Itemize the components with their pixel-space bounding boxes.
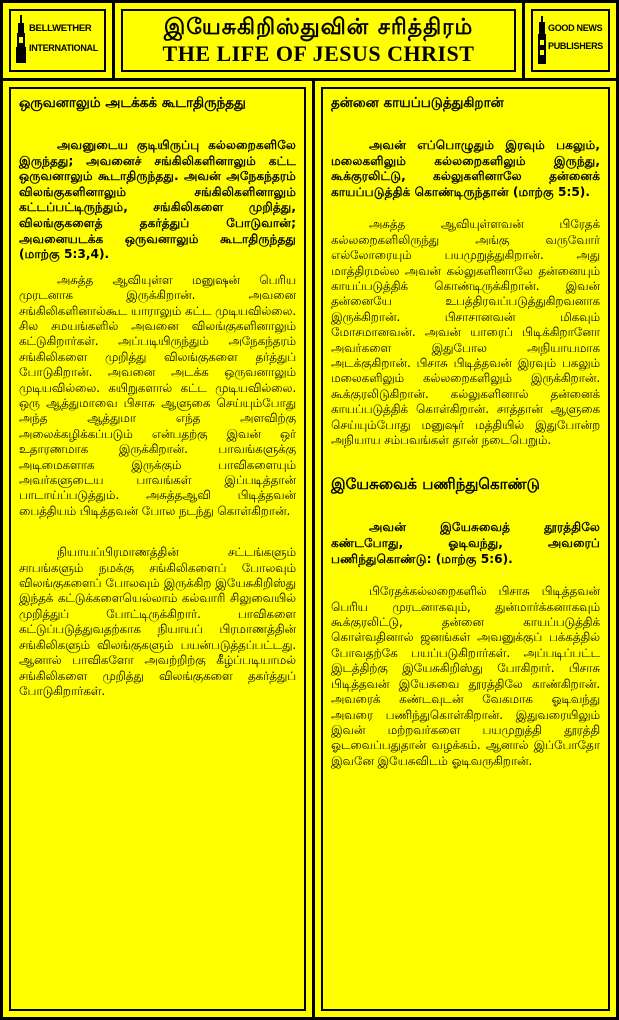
right-column <box>315 81 616 1017</box>
right-verse-2: அவன் இயேசுவைத் தூரத்திலே கண்டபோது, ஓடிவந்து, அவரைப் பணிந்துகொண்டு: (மாற்கு 5:6). <box>331 520 600 566</box>
title-english: THE LIFE OF JESUS CHRIST <box>162 41 475 66</box>
tower-icon <box>536 16 548 64</box>
bell-tower-icon <box>14 15 28 65</box>
header <box>3 3 616 78</box>
right-heading-2: இயேசுவைக் பணிந்துகொண்டு <box>331 475 540 494</box>
bellwether-logo <box>3 3 115 78</box>
left-paragraph-1: அசுத்த ஆவியுள்ள மனுஷன் பெரிய முரடனாக இருக்கிறான். அவனை சங்கிலிகளினால்கூட யாராலும் கட்ட முடியவில்லை. சில சமயங்களில் அவனை விலங்குகளினாலும் கட்டுகிறார்கள். அப்படியிருந்தும் அநேகந்தரம் சங்கிலிகளை முறித்து விலங்குகளை தர்த்துப் போடுகிறான். அவனை அடக்க ஒருவனாலும் முடியவில்லை. கயிறுகளால் கட்ட முடியவில்லை. ஒரு ஆத்துமாவை பிசாசு ஆளுகை செய்யும்போது அந்த ஆத்துமா எந்த அளவிற்கு அலைக்கழிக்கப்படும் என்பதற்கு இவன் ஒர் உதாரணமாக இருக்கிறான். பாவங்களுக்கு அடிமைகளாக இருக்கும் பாவிகளையும் அவர்களுடைய பாவங்கள் இப்படித்தான் பாடாய்ப்படுத்தும். அசுத்தஆவி பிடித்தவன் பைத்தியம் பிடித்தவன் போல நடந்து கொள்கிறான். <box>19 272 296 518</box>
right-paragraph-1: அசுத்த ஆவியுள்ளவன் பிரேதக் கல்லறைகளிலிருந்து அங்கு வருவோர் எல்லோரையும் பயமுறுத்துகிறான். அது மாத்திரமல்ல அவன் கல்லுகளினாலே தன்னையும் காயப்படுத்திக் கொண்டிருக்கிறான். இவன் தன்னையே உபத்திரவப்படுத்துகிறவனாக இருக்கிறான். பிசாசானவன் மிகவும் மோசமானவன். அவன் யாரைப் பிடிக்கிறானோ அவர்களை இதுபோல அநியாயமாக அடக்குகிறான். பிசாசு பிடித்தவன் இரவும் பகலும் மலைகளிலும் கல்லறைகளிலும் இருக்கிறான். கூக்குரலிடுகிறான். கல்லுகளினால் தன்னைக் காயப்படுத்திக் கொள்கிறான். சாத்தான் ஆளுகை செய்யும்போது மனுஷர் மத்தியில் இதுபோன்ற அநியாய சம்பவங்கள் தான் நடைபெறும். <box>331 217 600 448</box>
right-logo-line1: GOOD NEWS <box>548 23 603 33</box>
right-heading-1: தன்னை காயப்படுத்துகிறான் <box>331 95 504 111</box>
left-logo-line1: BELLWETHER <box>29 23 92 34</box>
left-paragraph-2: நியாயப்பிரமாணத்தின் சட்டங்களும் சாபங்களும் நமக்கு சங்கிலிகளைப் போலவும் விலங்குகளைப் போலவும் இருக்கிற இயேசுகிறிஸ்து இந்தக் கட்டுக்களையெல்லாம் கல்வாரி சிலுவையில் முறித்துப் போட்டிருக்கிறார். பாவிகளை கட்டுப்படுத்துவதற்காக நியாயப் பிரமாணத்தின் சங்கிலிகளும் விலங்குகளும் பயன்படுத்தப்பட்டது. ஆனால் பாவிகளோ அவற்றிற்கு கீழ்ப்படியாமல் சங்கிலிகளை முறித்து விலங்குகளை தகர்த்துப் போடுகிறார்கள். <box>19 545 296 698</box>
right-logo-line2: PUBLISHERS <box>548 41 604 51</box>
title-block <box>115 3 522 78</box>
good-news-logo <box>522 3 616 78</box>
left-verse: அவனுடைய குடியிருப்பு கல்லறைகளிலே இருந்தது; அவனைச் சங்கிலிகளினாலும் கட்ட ஒருவனாலும் கூடாதிருந்தது. அவன் அநேகந்தரம் விலங்குகளினாலும் சங்கிலிகளினாலும் கட்டப்பட்டிருந்தும், சங்கிலிகளை முறித்து, விலங்குகளைத் தகர்த்துப் போடுவான்; அவனையடக்க ஒருவனாலும் கூடாதிருந்தது (மாற்கு 5:3,4). <box>19 138 296 262</box>
right-paragraph-2: பிரேதக்கல்லறைகளில் பிசாசு பிடித்தவன் பெரிய முரடனாகவும், துன்மார்க்கனாகவும் கூக்குரலிட்டு, தன்னை காயப்படுத்திக் கொள்வதினால் ஜனங்கள் அவனுக்குப் பக்கத்தில் போவதற்கே பயப்படுகிறார்கள். அப்படிப்பட்ட இடத்திற்கு இயேசுகிறிஸ்து போகிறார். பிசாசு பிடித்தவன் இயேசுவை தூரத்திலே காண்கிறான். அவரைக் கண்டவுடன் வேகமாக ஓடிவந்து அவரை பணிந்துகொள்கிறான். இதுவரையிலும் இவன் மற்றவர்களை பயமுறுத்தி தூரத்தி ஓடவைப்பதுதான் வழக்கம். ஆனால் இப்போதோ இவனே இயேசுவிடம் ஓடிவருகிறான். <box>331 584 600 768</box>
right-verse-1: அவன் எப்பொழுதும் இரவும் பகலும், மலைகளிலும் கல்லறைகளிலும் இருந்து, கூக்குரலிட்டு, கல்லுகளினாலே தன்னைக் காயப்படுத்திக் கொண்டிருந்தான் (மாற்கு 5:5). <box>331 138 600 199</box>
left-logo-line2: INTERNATIONAL <box>29 43 98 53</box>
left-heading: ஒருவனாலும் அடக்கக் கூடாதிருந்தது <box>19 95 246 111</box>
title-tamil: இயேசுகிறிஸ்துவின் சரித்திரம் <box>163 15 474 40</box>
left-column <box>3 81 315 1017</box>
